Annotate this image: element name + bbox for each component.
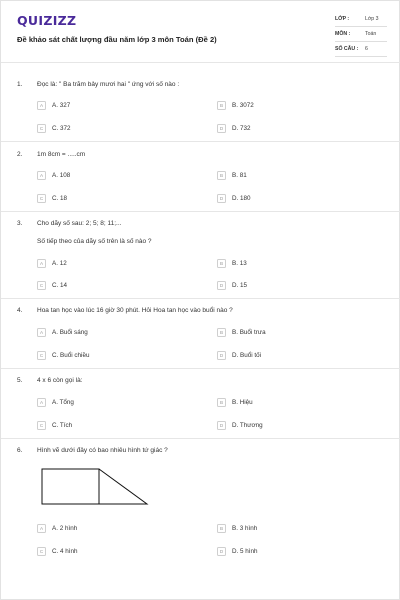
option-text: B. Hiệu (232, 398, 253, 406)
option-c[interactable] (37, 122, 71, 134)
meta-label: MÔN : (335, 31, 351, 37)
page-title: Đề khảo sát chất lượng đầu năm lớp 3 môn Toán (Đề 2) (17, 35, 217, 44)
option-letter-box: A (37, 101, 46, 110)
meta-value: Toán (365, 31, 377, 37)
option-a[interactable] (37, 326, 88, 338)
option-letter-box: C (37, 547, 46, 556)
option-text: A. Tổng (52, 398, 74, 406)
option-text: D. 732 (232, 124, 251, 132)
option-text: D. Buổi tối (232, 351, 262, 359)
option-b[interactable] (217, 99, 254, 111)
figure-triangle (99, 469, 147, 504)
option-b[interactable] (217, 169, 247, 181)
question-number: 5. (17, 377, 23, 384)
option-d[interactable] (217, 349, 261, 361)
option-text: C. 14 (52, 281, 68, 289)
question-text: Hoa tan học vào lúc 16 giờ 30 phút. Hỏi Hoa tan học vào buổi nào ? (37, 307, 233, 314)
option-text: C. Tích (52, 421, 73, 429)
option-letter-box: D (217, 351, 226, 360)
option-text: C. 372 (52, 124, 71, 132)
quizizz-logo (17, 13, 76, 27)
meta-row-question-count (335, 45, 387, 57)
question-number: 6. (17, 447, 23, 454)
option-text: A. 2 hình (52, 524, 78, 532)
option-letter-box: A (37, 259, 46, 268)
option-c[interactable] (37, 419, 72, 431)
question-text: Đọc là: " Ba trăm bảy mươi hai " ứng với số nào : (37, 81, 180, 88)
option-d[interactable] (217, 192, 251, 204)
option-letter-box: C (37, 421, 46, 430)
option-a[interactable] (37, 99, 70, 111)
question-number: 4. (17, 307, 23, 314)
question-number: 3. (17, 220, 23, 227)
quadrilateral-figure (41, 468, 153, 506)
option-c[interactable] (37, 192, 67, 204)
option-text: B. Buổi trưa (232, 328, 266, 336)
question-text: 1m 8cm = .....cm (37, 151, 86, 158)
option-text: C. 4 hình (52, 547, 78, 555)
option-d[interactable] (217, 122, 251, 134)
option-letter-box: D (217, 194, 226, 203)
option-letter-box: B (217, 398, 226, 407)
option-letter-box: B (217, 259, 226, 268)
question-text: Hình vẽ dưới đây có bao nhiêu hình tứ giác ? (37, 447, 168, 454)
option-a[interactable] (37, 522, 77, 534)
option-b[interactable] (217, 522, 257, 534)
question-divider (1, 368, 400, 369)
option-text: A. 327 (52, 101, 71, 109)
option-letter-box: C (37, 281, 46, 290)
option-letter-box: B (217, 328, 226, 337)
question-divider (1, 141, 400, 142)
option-text: D. 5 hình (232, 547, 258, 555)
option-letter-box: B (217, 524, 226, 533)
option-letter-box: D (217, 421, 226, 430)
question-number: 2. (17, 151, 23, 158)
option-d[interactable] (217, 419, 263, 431)
question-divider (1, 211, 400, 212)
option-letter-box: A (37, 171, 46, 180)
option-letter-box: C (37, 351, 46, 360)
option-a[interactable] (37, 169, 70, 181)
option-d[interactable] (217, 279, 247, 291)
meta-row-subject (335, 30, 387, 42)
option-b[interactable] (217, 326, 266, 338)
option-letter-box: D (217, 281, 226, 290)
meta-label: SỐ CÂU : (335, 46, 359, 52)
option-letter-box: D (217, 124, 226, 133)
option-letter-box: D (217, 547, 226, 556)
logo-text: QUIZIZZ (17, 12, 77, 28)
option-c[interactable] (37, 545, 78, 557)
question-text: Cho dãy số sau: 2; 5; 8; 11;... (37, 220, 122, 227)
option-text: D. 180 (232, 194, 251, 202)
option-letter-box: B (217, 171, 226, 180)
figure-rectangle (42, 469, 99, 504)
option-text: D. 15 (232, 281, 248, 289)
option-text: B. 81 (232, 171, 247, 179)
option-text: B. 13 (232, 259, 247, 267)
option-c[interactable] (37, 279, 67, 291)
option-letter-box: B (217, 101, 226, 110)
option-letter-box: C (37, 194, 46, 203)
option-text: A. Buổi sáng (52, 328, 88, 336)
option-a[interactable] (37, 257, 67, 269)
meta-row-grade (335, 15, 387, 27)
question-text: 4 x 6 còn gọi là: (37, 377, 83, 384)
meta-value: Lớp 3 (365, 16, 379, 22)
option-text: B. 3 hình (232, 524, 258, 532)
option-a[interactable] (37, 396, 74, 408)
option-text: C. Buổi chiều (52, 351, 90, 359)
option-b[interactable] (217, 396, 253, 408)
option-letter-box: A (37, 524, 46, 533)
meta-label: LỚP : (335, 16, 350, 22)
option-text: A. 108 (52, 171, 71, 179)
question-text-line-2: Số tiếp theo của dãy số trên là số nào ? (37, 238, 152, 245)
question-divider (1, 298, 400, 299)
meta-value: 6 (365, 46, 368, 52)
question-divider (1, 438, 400, 439)
option-letter-box: A (37, 328, 46, 337)
option-letter-box: C (37, 124, 46, 133)
option-text: A. 12 (52, 259, 67, 267)
question-number: 1. (17, 81, 23, 88)
option-c[interactable] (37, 349, 89, 361)
option-text: B. 3072 (232, 101, 254, 109)
option-text: D. Thương (232, 421, 263, 429)
option-b[interactable] (217, 257, 247, 269)
option-d[interactable] (217, 545, 258, 557)
option-text: C. 18 (52, 194, 68, 202)
option-letter-box: A (37, 398, 46, 407)
page-header (1, 1, 400, 63)
